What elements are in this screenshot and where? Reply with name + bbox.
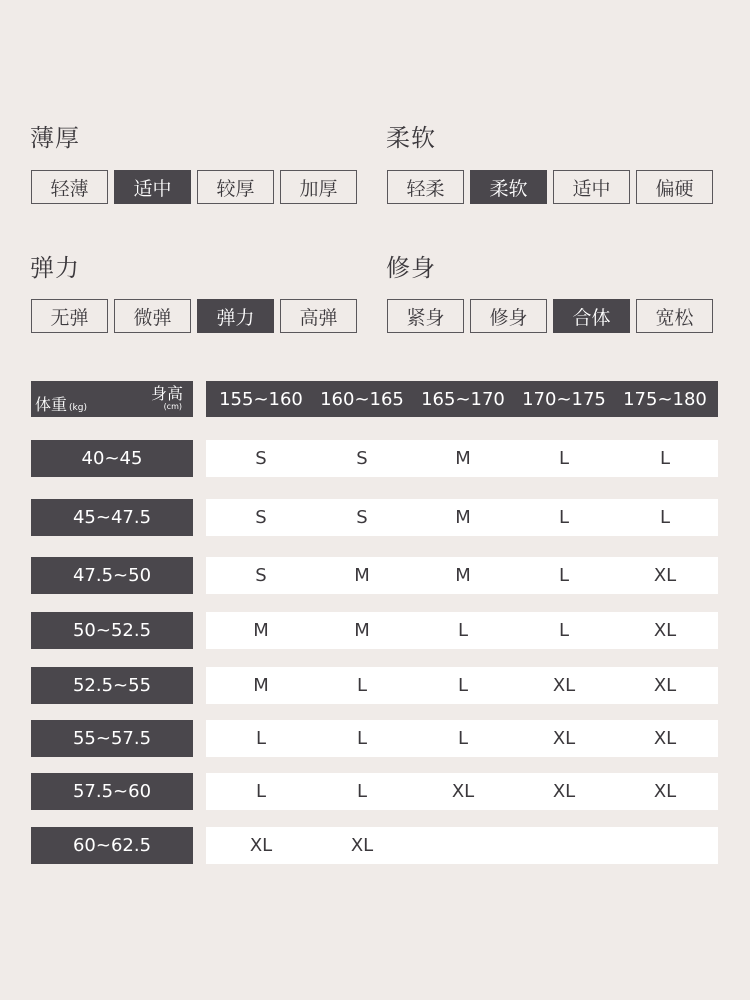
size-cell: XL (653, 781, 677, 802)
size-cell: XL (552, 728, 576, 749)
attribute-title: 柔软 (386, 124, 436, 152)
size-cell: XL (451, 781, 475, 802)
size-cell: L (558, 507, 570, 528)
size-cell: XL (552, 781, 576, 802)
size-cell: S (255, 507, 267, 528)
size-cell: L (356, 781, 368, 802)
attribute-title: 薄厚 (30, 124, 80, 152)
option-moderate[interactable]: 适中 (553, 170, 630, 204)
weight-header-label: 体重 (35, 395, 68, 414)
size-row (206, 499, 718, 536)
weight-row-label: 47.5~50 (31, 557, 193, 594)
size-cell (412, 827, 514, 864)
option-slim[interactable]: 修身 (470, 299, 547, 333)
size-cell: L (659, 448, 671, 469)
attribute-title: 弹力 (30, 254, 80, 282)
size-cell: L (457, 728, 469, 749)
size-cell: M (455, 565, 471, 586)
weight-header (35, 392, 87, 415)
size-cell: L (457, 675, 469, 696)
option-slight-stretch[interactable]: 微弹 (114, 299, 191, 333)
size-cell: S (356, 448, 368, 469)
option-regular[interactable]: 合体 (553, 299, 630, 333)
option-group (387, 299, 713, 333)
size-cell: S (255, 448, 267, 469)
option-moderate[interactable]: 适中 (114, 170, 191, 204)
size-cell: L (558, 565, 570, 586)
weight-row-label: 55~57.5 (31, 720, 193, 757)
size-cell (614, 827, 716, 864)
height-column-header: 160~165 (320, 388, 404, 410)
size-cell: S (356, 507, 368, 528)
size-row (206, 773, 718, 810)
weight-unit-label: (kg) (69, 403, 87, 413)
height-column-header: 170~175 (522, 388, 606, 410)
size-row (206, 612, 718, 649)
option-firm[interactable]: 偏硬 (636, 170, 713, 204)
size-cell: XL (653, 620, 677, 641)
option-tight[interactable]: 紧身 (387, 299, 464, 333)
height-unit-label: (cm) (163, 402, 182, 411)
option-high-stretch[interactable]: 高弹 (280, 299, 357, 333)
size-cell: L (558, 620, 570, 641)
option-no-stretch[interactable]: 无弹 (31, 299, 108, 333)
size-cell: XL (552, 675, 576, 696)
height-column-header: 165~170 (421, 388, 505, 410)
size-cell: XL (350, 835, 374, 856)
option-soft[interactable]: 柔软 (470, 170, 547, 204)
weight-row-label: 52.5~55 (31, 667, 193, 704)
height-column-header: 155~160 (219, 388, 303, 410)
size-cell: M (455, 448, 471, 469)
size-cell (513, 827, 615, 864)
weight-row-label: 57.5~60 (31, 773, 193, 810)
size-cell: M (354, 620, 370, 641)
option-group (31, 170, 357, 204)
size-cell: L (255, 781, 267, 802)
weight-row-label: 40~45 (31, 440, 193, 477)
option-group (31, 299, 357, 333)
weight-row-label: 50~52.5 (31, 612, 193, 649)
size-cell: L (255, 728, 267, 749)
option-thicker[interactable]: 较厚 (197, 170, 274, 204)
size-cell: L (457, 620, 469, 641)
height-column-header: 175~180 (623, 388, 707, 410)
option-light-thin[interactable]: 轻薄 (31, 170, 108, 204)
option-group (387, 170, 713, 204)
size-cell: M (253, 620, 269, 641)
size-cell: L (356, 675, 368, 696)
size-row (206, 667, 718, 704)
option-light-soft[interactable]: 轻柔 (387, 170, 464, 204)
size-row (206, 440, 718, 477)
size-cell: M (455, 507, 471, 528)
table-corner-header (31, 381, 193, 417)
size-cell: XL (249, 835, 273, 856)
size-cell: XL (653, 675, 677, 696)
size-cell: S (255, 565, 267, 586)
attribute-title: 修身 (386, 254, 436, 282)
size-cell: XL (653, 728, 677, 749)
size-cell: L (659, 507, 671, 528)
height-header-row (206, 381, 718, 417)
weight-row-label: 45~47.5 (31, 499, 193, 536)
option-extra-thick[interactable]: 加厚 (280, 170, 357, 204)
size-cell: L (356, 728, 368, 749)
size-cell: M (253, 675, 269, 696)
size-row (206, 720, 718, 757)
weight-row-label: 60~62.5 (31, 827, 193, 864)
size-cell: L (558, 448, 570, 469)
size-cell: M (354, 565, 370, 586)
size-row (206, 557, 718, 594)
option-loose[interactable]: 宽松 (636, 299, 713, 333)
size-row (206, 827, 718, 864)
option-stretch[interactable]: 弹力 (197, 299, 274, 333)
height-header-label: 身高 (150, 384, 183, 403)
size-cell: XL (653, 565, 677, 586)
